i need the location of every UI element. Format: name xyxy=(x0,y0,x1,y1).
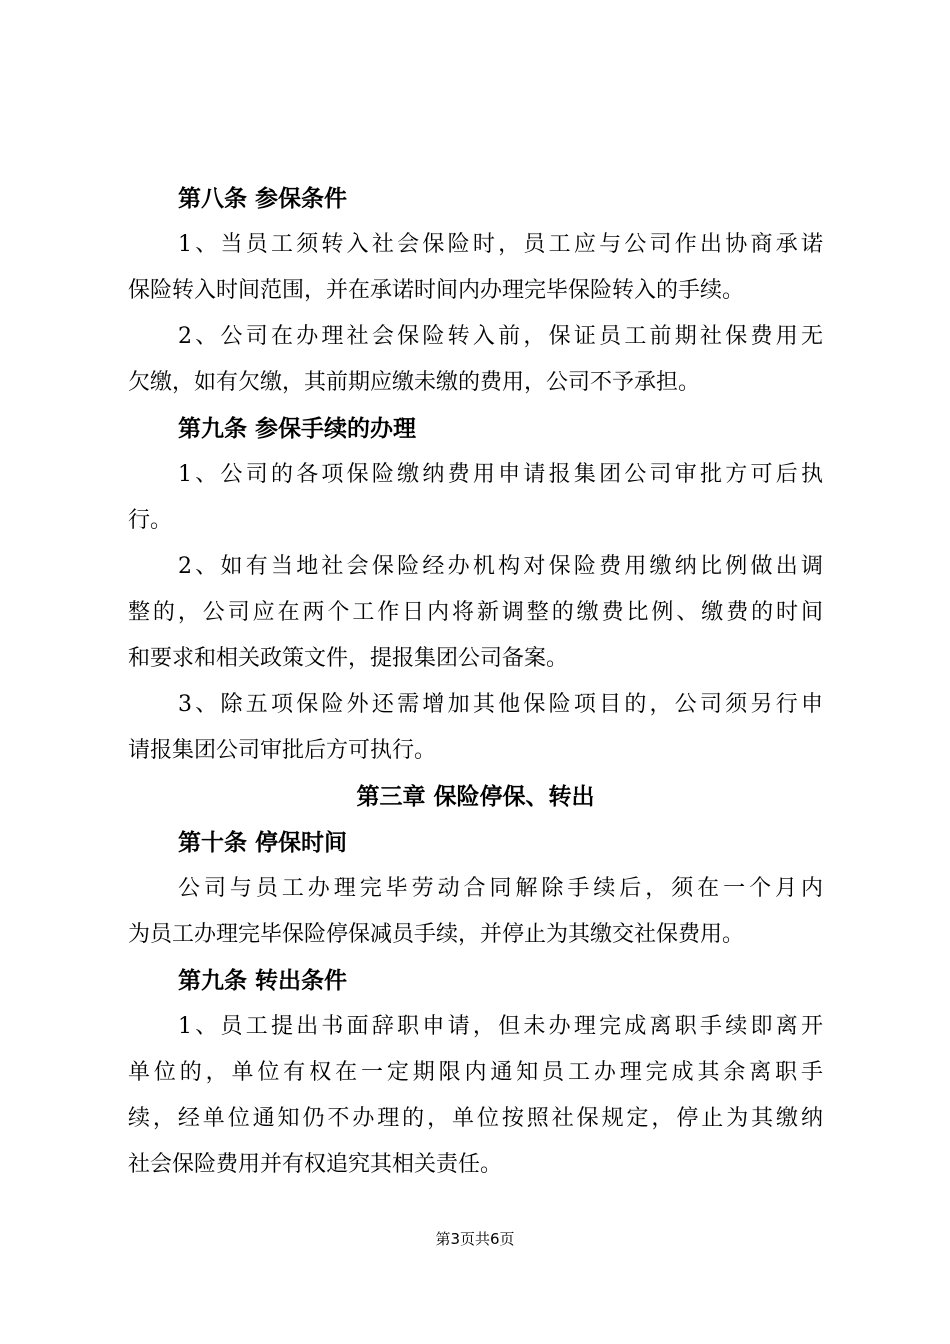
paragraph xyxy=(128,1004,823,1188)
paragraph-line: 3、除五项保险外还需增加其他保险项目的，公司须另行申 xyxy=(178,692,823,717)
page-footer: 第3页共6页 xyxy=(435,1230,515,1248)
article-heading: 第十条 停保时间 xyxy=(178,830,348,856)
paragraph-line: 整的，公司应在两个工作日内将新调整的缴费比例、缴费的时间 xyxy=(128,600,823,625)
paragraph-line: 2、如有当地社会保险经办机构对保险费用缴纳比例做出调 xyxy=(178,554,823,579)
paragraph-line: 1、员工提出书面辞职申请，但未办理完成离职手续即离开 xyxy=(178,1014,823,1039)
paragraph-line: 欠缴，如有欠缴，其前期应缴未缴的费用，公司不予承担。 xyxy=(128,370,701,395)
paragraph-line: 1、公司的各项保险缴纳费用申请报集团公司审批方可后执 xyxy=(178,462,823,487)
paragraph-line: 和要求和相关政策文件，提报集团公司备案。 xyxy=(128,646,569,671)
paragraph-line: 续，经单位通知仍不办理的，单位按照社保规定，停止为其缴纳 xyxy=(128,1106,823,1131)
paragraph-line: 保险转入时间范围，并在承诺时间内办理完毕保险转入的手续。 xyxy=(128,278,745,303)
paragraph-line: 1、当员工须转入社会保险时，员工应与公司作出协商承诺 xyxy=(178,232,823,257)
paragraph-line: 公司与员工办理完毕劳动合同解除手续后，须在一个月内 xyxy=(178,876,823,901)
paragraph xyxy=(128,314,823,406)
paragraph xyxy=(128,682,823,774)
paragraph xyxy=(128,222,823,314)
document-body xyxy=(128,176,823,1188)
article-heading: 第九条 转出条件 xyxy=(178,968,348,994)
chapter-title: 第三章 保险停保、转出 xyxy=(356,784,595,810)
paragraph-line: 行。 xyxy=(128,508,173,533)
paragraph xyxy=(128,544,823,682)
paragraph xyxy=(128,452,823,544)
article-heading: 第九条 参保手续的办理 xyxy=(178,416,417,442)
paragraph-line: 单位的，单位有权在一定期限内通知员工办理完成其余离职手 xyxy=(128,1060,823,1085)
paragraph xyxy=(128,866,823,958)
paragraph-line: 2、公司在办理社会保险转入前，保证员工前期社保费用无 xyxy=(178,324,823,349)
article-heading: 第八条 参保条件 xyxy=(178,186,348,212)
paragraph-line: 社会保险费用并有权追究其相关责任。 xyxy=(128,1152,503,1177)
paragraph-line: 为员工办理完毕保险停保减员手续，并停止为其缴交社保费用。 xyxy=(128,922,745,947)
paragraph-line: 请报集团公司审批后方可执行。 xyxy=(128,738,437,763)
